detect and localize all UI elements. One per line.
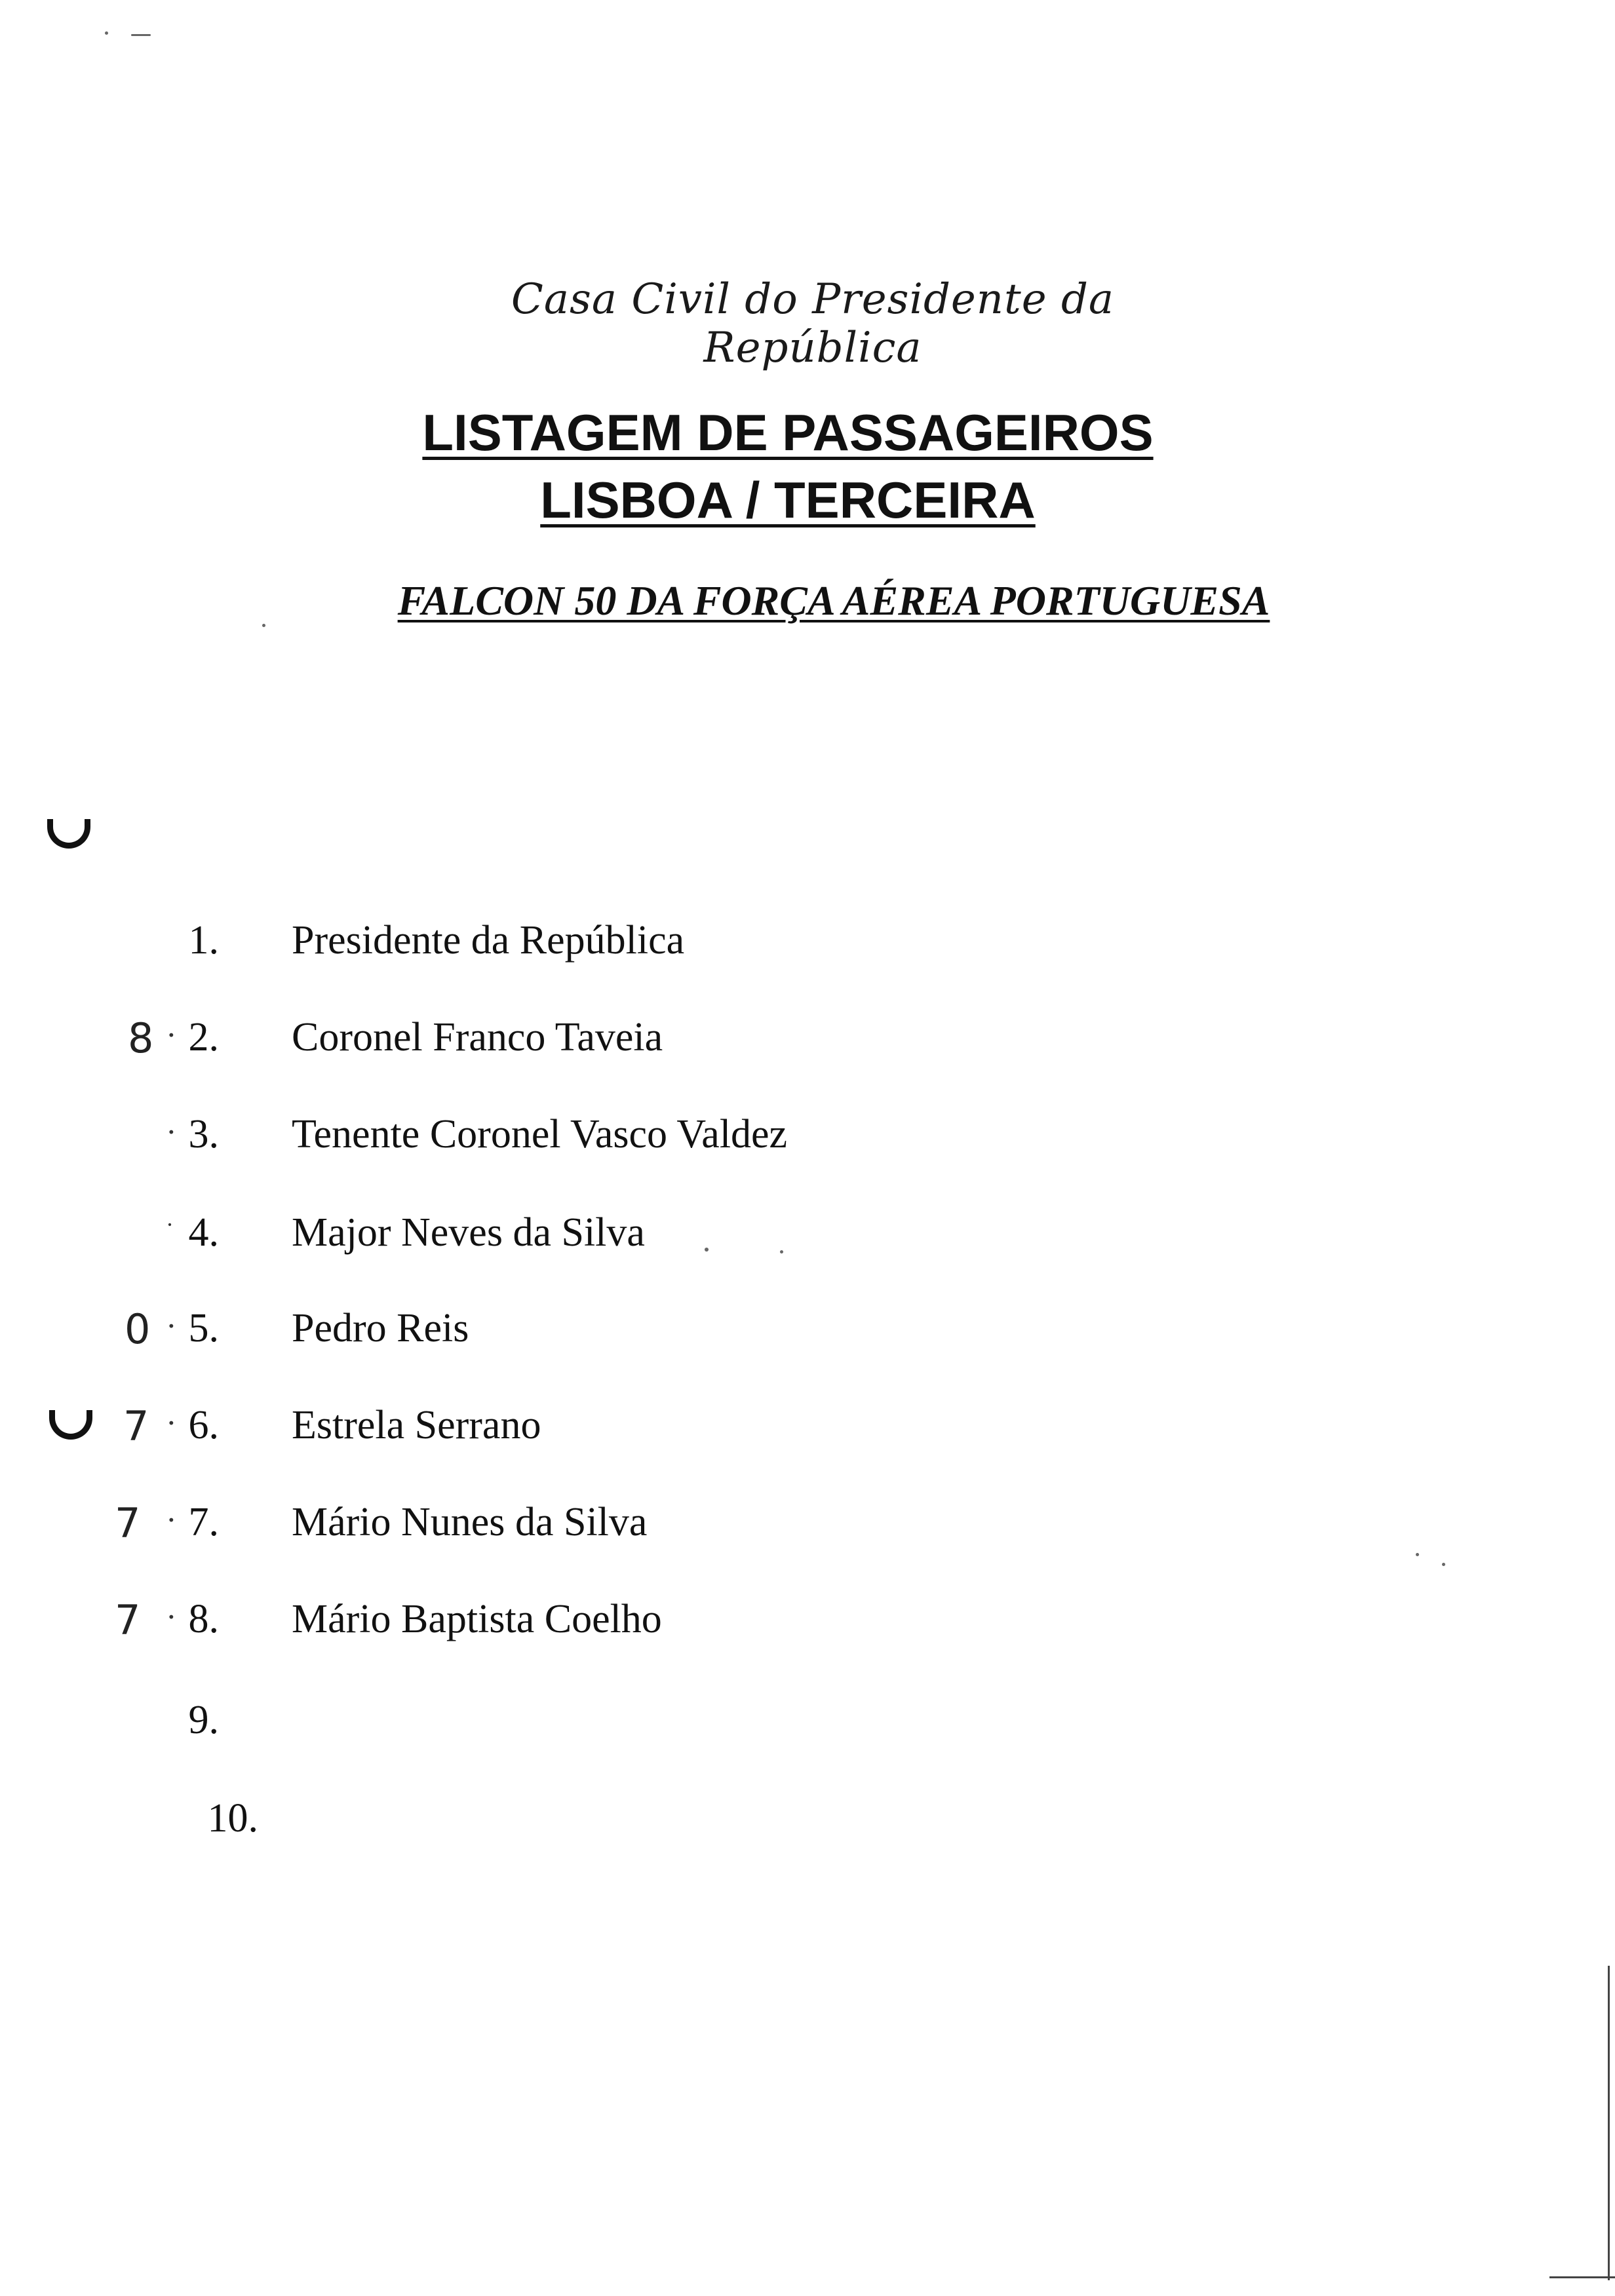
bullet-dot: · (166, 1404, 177, 1441)
handwritten-mark: 7 (123, 1402, 149, 1450)
list-item (0, 1697, 1615, 1763)
bullet-dot: · (166, 1598, 177, 1635)
bullet-dot: · (166, 1016, 177, 1053)
item-number: 9. (188, 1698, 219, 1742)
bullet-dot: · (166, 1212, 174, 1238)
scan-speck (1416, 1553, 1419, 1556)
aircraft-subtitle: FALCON 50 DA FORÇA AÉREA PORTUGUESA (397, 577, 1270, 624)
scan-speck (262, 624, 265, 627)
scan-speck (131, 34, 151, 36)
handwritten-mark: 7 (115, 1499, 141, 1547)
scan-speck (105, 31, 108, 35)
route-title: LISBOA / TERCEIRA (540, 471, 1036, 529)
check-mark-icon (49, 1410, 92, 1440)
passenger-name: Major Neves da Silva (292, 1210, 645, 1255)
passenger-name: Estrela Serrano (292, 1403, 541, 1447)
item-number: 10. (207, 1796, 258, 1841)
item-number: 6. (188, 1403, 219, 1447)
scan-speck (1442, 1563, 1445, 1566)
handwritten-mark: 0 (125, 1305, 151, 1353)
item-number: 7. (188, 1500, 219, 1544)
passenger-name: Coronel Franco Taveia (292, 1015, 663, 1060)
check-mark-icon (47, 819, 90, 849)
list-item (0, 1014, 1615, 1080)
passenger-name: Pedro Reis (292, 1306, 469, 1350)
document-title: LISTAGEM DE PASSAGEIROS (422, 404, 1154, 461)
list-item (0, 1795, 1615, 1861)
passenger-name: Presidente da República (292, 918, 685, 963)
item-number: 8. (188, 1597, 219, 1641)
page-edge-line (1608, 1966, 1610, 2280)
list-item (0, 917, 1615, 983)
item-number: 2. (188, 1015, 219, 1060)
passenger-name: Tenente Coronel Vasco Valdez (292, 1112, 788, 1157)
item-number: 3. (188, 1112, 219, 1157)
page-edge-line (1549, 2276, 1615, 2278)
institution-heading: Casa Civil do Presidente da República (511, 275, 1115, 372)
scan-speck (705, 1248, 709, 1252)
item-number: 5. (188, 1306, 219, 1350)
item-number: 1. (188, 918, 219, 963)
bullet-dot: · (166, 1307, 177, 1344)
bullet-dot: · (166, 1113, 177, 1150)
scan-speck (780, 1250, 783, 1253)
list-item (0, 1596, 1615, 1662)
list-item (0, 1111, 1615, 1177)
list-item (0, 1499, 1615, 1565)
handwritten-mark: 7 (115, 1596, 141, 1644)
passenger-name: Mário Nunes da Silva (292, 1500, 648, 1544)
list-item (0, 1305, 1615, 1371)
list-item (0, 1402, 1615, 1468)
item-number: 4. (188, 1210, 219, 1255)
bullet-dot: · (166, 1501, 177, 1538)
handwritten-mark: 8 (128, 1014, 154, 1062)
passenger-name: Mário Baptista Coelho (292, 1597, 662, 1641)
list-item (0, 1210, 1615, 1275)
